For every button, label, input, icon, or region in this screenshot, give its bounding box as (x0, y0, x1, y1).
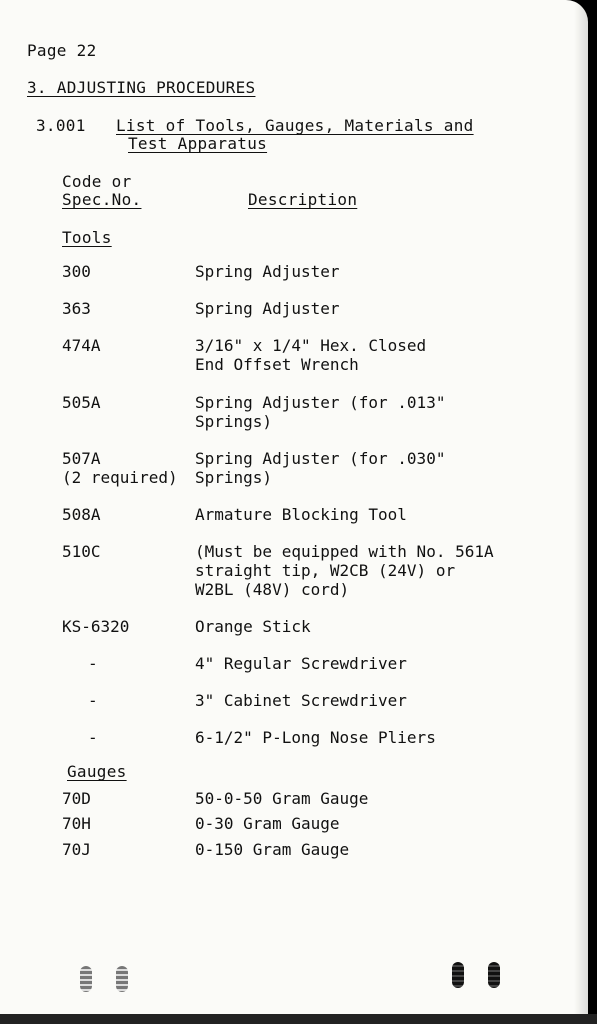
description-line: Orange Stick (195, 617, 311, 636)
column-header-code-line1: Code or (62, 172, 132, 191)
spec-code: 505A (62, 393, 101, 412)
description-line: straight tip, W2CB (24V) or (195, 561, 456, 580)
binder-ring-icon (488, 962, 500, 988)
spec-code: 70H (62, 814, 91, 833)
description-line: 0-150 Gram Gauge (195, 840, 350, 859)
spec-code: 508A (62, 505, 101, 524)
description-line: 4" Regular Screwdriver (195, 654, 407, 673)
spec-code: 70J (62, 840, 91, 859)
description-line: 50-0-50 Gram Gauge (195, 789, 369, 808)
binder-ring-icon (116, 966, 128, 992)
tools-heading: Tools (62, 228, 112, 247)
column-header-description: Description (248, 190, 358, 209)
page-shadow-edge (0, 1014, 597, 1024)
description-line: Spring Adjuster (195, 299, 340, 318)
spec-code-note: (2 required) (62, 468, 178, 487)
description-line: Springs) (195, 468, 273, 487)
description-line: Armature Blocking Tool (195, 505, 407, 524)
binder-ring-icon (80, 966, 92, 992)
subsection-number: 3.001 (36, 116, 86, 135)
column-header-code-line2: Spec.No. (62, 190, 142, 209)
description-line: 3" Cabinet Screwdriver (195, 691, 407, 710)
description-line: Springs) (195, 412, 273, 431)
section-heading: 3. ADJUSTING PROCEDURES (27, 78, 256, 97)
spec-code: 474A (62, 336, 101, 355)
spec-code: - (88, 691, 98, 710)
spec-code: 363 (62, 299, 91, 318)
spec-code: - (88, 654, 98, 673)
spec-code: - (88, 728, 98, 747)
spec-code: 300 (62, 262, 91, 281)
binder-ring-icon (452, 962, 464, 988)
gauges-heading: Gauges (67, 762, 127, 781)
description-line: (Must be equipped with No. 561A (195, 542, 494, 561)
description-line: Spring Adjuster (195, 262, 340, 281)
description-line: 6-1/2" P-Long Nose Pliers (195, 728, 436, 747)
spec-code: KS-6320 (62, 617, 130, 636)
description-line: 0-30 Gram Gauge (195, 814, 340, 833)
description-line: W2BL (48V) cord) (195, 580, 350, 599)
subsection-title-line2: Test Apparatus (128, 134, 268, 153)
description-line: End Offset Wrench (195, 355, 359, 374)
spec-code: 507A (62, 449, 101, 468)
spec-code: 70D (62, 789, 91, 808)
page-fold-mark (531, 0, 582, 25)
page-label: Page 22 (27, 41, 97, 60)
description-line: Spring Adjuster (for .013" (195, 393, 446, 412)
description-line: Spring Adjuster (for .030" (195, 449, 446, 468)
description-line: 3/16" x 1/4" Hex. Closed (195, 336, 427, 355)
subsection-title-line1: List of Tools, Gauges, Materials and (116, 116, 474, 135)
spec-code: 510C (62, 542, 101, 561)
